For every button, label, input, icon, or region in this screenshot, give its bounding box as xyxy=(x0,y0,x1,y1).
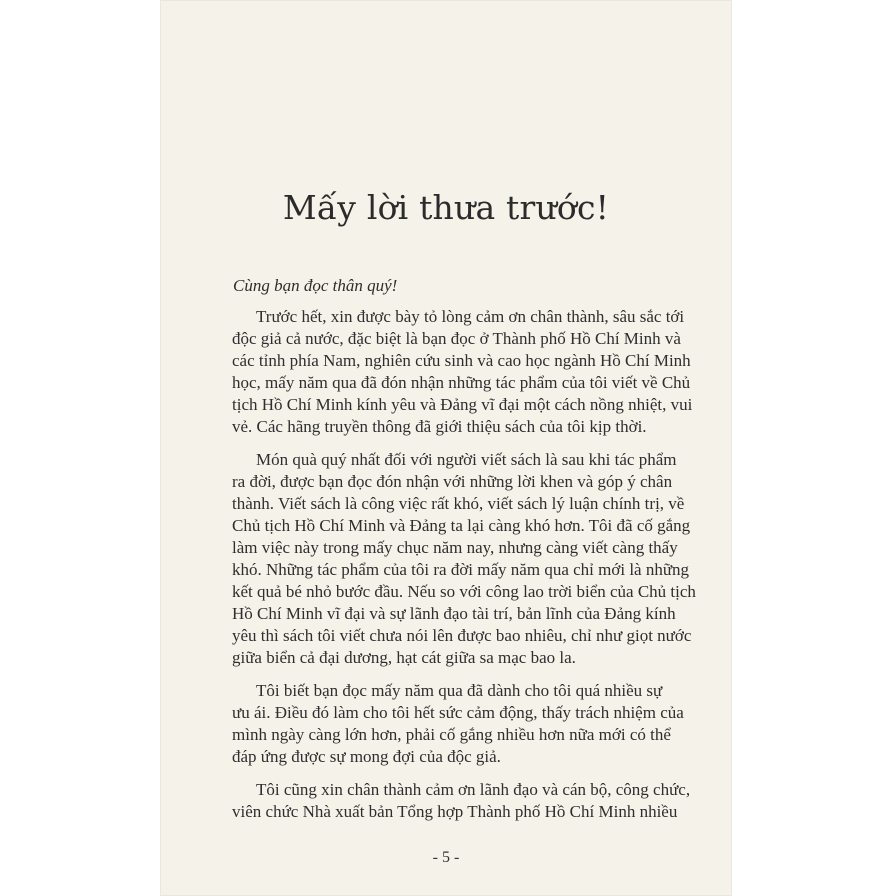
paragraph-4 xyxy=(232,779,691,823)
text-line: Tôi cũng xin chân thành cảm ơn lãnh đạo và cán bộ, công chức, xyxy=(256,780,691,799)
text-line: thành. Viết sách là công việc rất khó, viết sách lý luận chính trị, về xyxy=(232,494,685,513)
text-line: ra đời, được bạn đọc đón nhận với những lời khen và góp ý chân xyxy=(232,472,673,491)
text-line: các tỉnh phía Nam, nghiên cứu sinh và cao học ngành Hồ Chí Minh xyxy=(232,351,691,370)
text-line: kết quả bé nhỏ bước đầu. Nếu so với công lao trời biển của Chủ tịch xyxy=(232,582,696,601)
paragraph-3 xyxy=(232,680,684,768)
paragraph-2 xyxy=(232,449,696,669)
page-number: - 5 - xyxy=(432,849,460,866)
text-line: đáp ứng được sự mong đợi của độc giả. xyxy=(232,747,501,766)
text-line: giữa biển cả đại dương, hạt cát giữa sa mạc bao la. xyxy=(232,648,576,667)
text-line: ưu ái. Điều đó làm cho tôi hết sức cảm động, thấy trách nhiệm của xyxy=(232,703,684,722)
text-line: Trước hết, xin được bày tỏ lòng cảm ơn chân thành, sâu sắc tới xyxy=(256,307,685,326)
text-line: Món quà quý nhất đối với người viết sách là sau khi tác phẩm xyxy=(256,450,677,469)
page-title: Mấy lời thưa trước! xyxy=(282,188,610,227)
text-line: khó. Những tác phẩm của tôi ra đời mấy năm qua chỉ mới là những xyxy=(232,560,690,579)
text-line: viên chức Nhà xuất bản Tổng hợp Thành phố Hồ Chí Minh nhiều xyxy=(232,802,678,821)
text-line: yêu thì sách tôi viết chưa nói lên được bao nhiêu, chỉ như giọt nước xyxy=(232,626,692,645)
text-line: Hồ Chí Minh vĩ đại và sự lãnh đạo tài trí, bản lĩnh của Đảng kính xyxy=(232,604,676,623)
body-text xyxy=(232,306,696,834)
text-line: vẻ. Các hãng truyền thông đã giới thiệu sách của tôi kịp thời. xyxy=(232,417,647,436)
paragraph-1 xyxy=(232,306,693,438)
text-line: tịch Hồ Chí Minh kính yêu và Đảng vĩ đại một cách nồng nhiệt, vui xyxy=(232,395,693,414)
text-line: làm việc này trong mấy chục năm nay, nhưng càng viết càng thấy xyxy=(232,538,678,557)
greeting: Cùng bạn đọc thân quý! xyxy=(233,276,398,295)
text-line: mình ngày càng lớn hơn, phải cố gắng nhiều hơn nữa mới có thể xyxy=(232,725,671,744)
text-line: Tôi biết bạn đọc mấy năm qua đã dành cho tôi quá nhiều sự xyxy=(256,681,663,700)
text-line: độc giả cả nước, đặc biệt là bạn đọc ở Thành phố Hồ Chí Minh và xyxy=(232,329,681,348)
text-line: Chủ tịch Hồ Chí Minh và Đảng ta lại càng khó hơn. Tôi đã cố gắng xyxy=(232,516,691,535)
text-line: học, mấy năm qua đã đón nhận những tác phẩm của tôi viết về Chủ xyxy=(232,373,691,392)
